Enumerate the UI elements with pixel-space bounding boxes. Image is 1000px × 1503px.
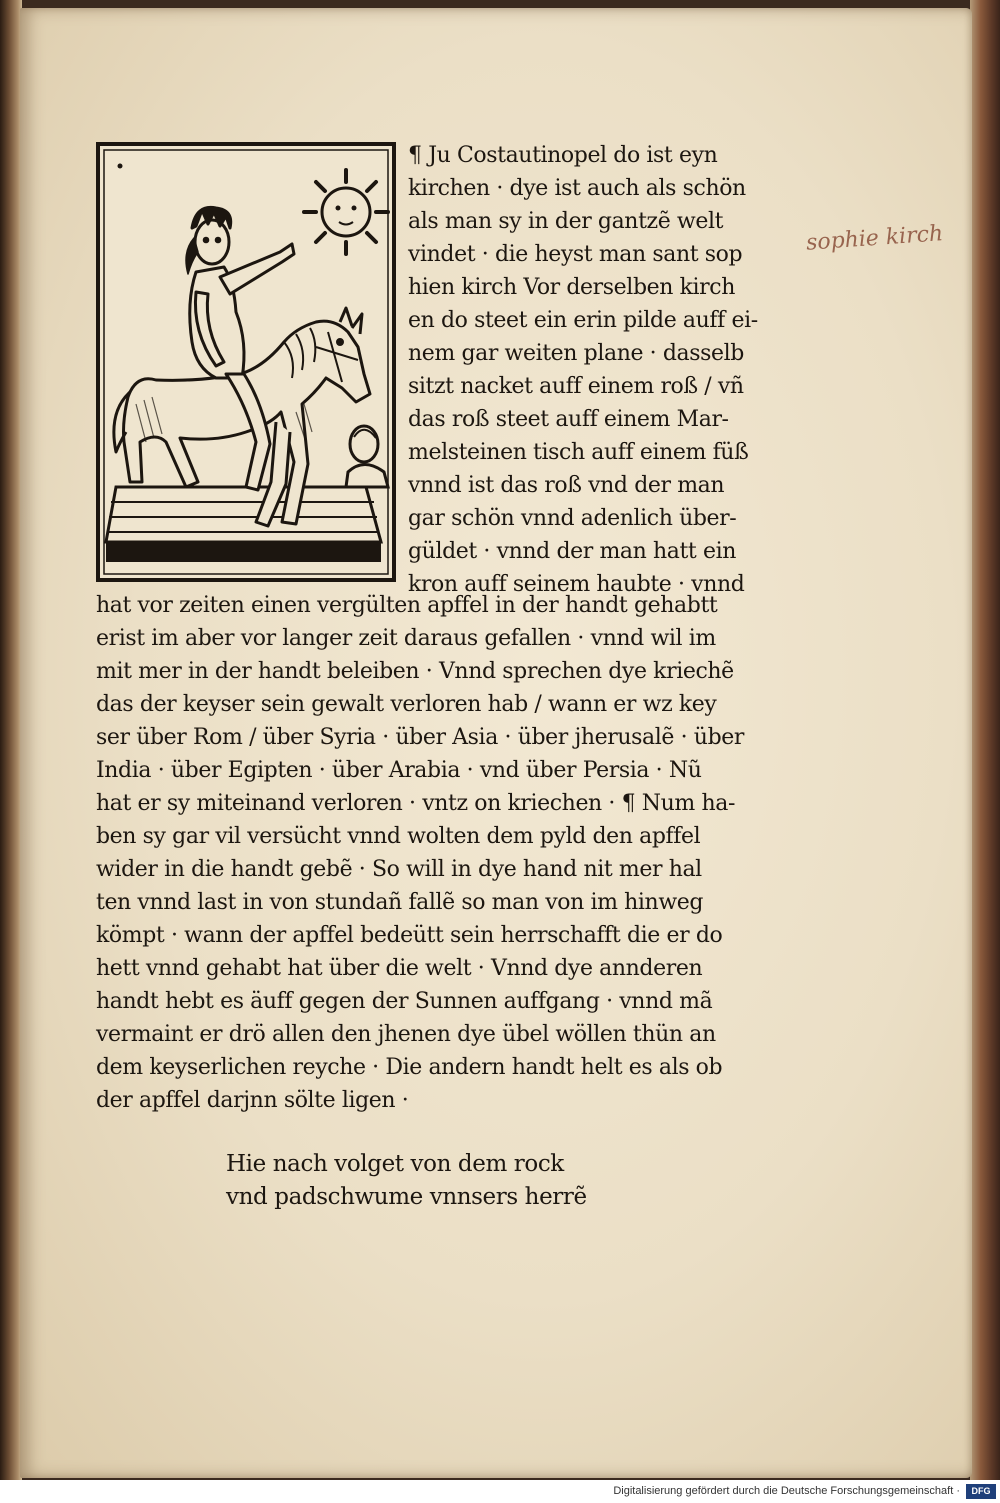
dfg-logo: DFG (966, 1484, 996, 1499)
text-line: der apffel darjnn sölte ligen · (96, 1088, 409, 1113)
text-line: vnnd ist das roß vnd der man (408, 473, 725, 498)
text-line: hat vor zeiten einen vergülten apffel in der handt gehabtt (96, 593, 718, 618)
heading-line: vnd padschwume vnnsers herrẽ (226, 1184, 587, 1210)
text-beside-woodcut (408, 139, 758, 601)
text-line: en do steet ein erin pilde auff ei- (408, 308, 758, 333)
text-line: vindet · die heyst man sant sop (408, 242, 743, 267)
marginal-note: sophie kirch (805, 221, 944, 256)
book-cover-right-edge (970, 0, 1000, 1480)
text-line: hett vnnd gehabt hat über die welt · Vnnd dye annderen (96, 956, 703, 981)
funding-text: Digitalisierung gefördert durch die Deutsche Forschungsgemeinschaft · (613, 1485, 960, 1497)
text-line: kirchen · dye ist auch als schön (408, 176, 746, 201)
text-line: wider in die handt gebẽ · So will in dye hand nit mer hal (96, 857, 702, 882)
text-line: mit mer in der handt beleiben · Vnnd sprechen dye kriechẽ (96, 659, 734, 684)
heading-line: Hie nach volget von dem rock (226, 1151, 564, 1177)
text-line: kron auff seinem haubte · vnnd (408, 572, 745, 597)
text-line: als man sy in der gantzẽ welt (408, 209, 724, 234)
text-line: melsteinen tisch auff einem füß (408, 440, 749, 465)
text-line: hat er sy miteinand verloren · vntz on kriechen · ¶ Num ha- (96, 791, 735, 816)
woodcut-illustration (96, 142, 396, 582)
text-line: hien kirch Vor derselben kirch (408, 275, 735, 300)
text-line: nem gar weiten plane · dasselb (408, 341, 744, 366)
text-line: güldet · vnnd der man hatt ein (408, 539, 736, 564)
text-line: dem keyserlichen reyche · Die andern handt helt es als ob (96, 1055, 723, 1080)
text-line: ben sy gar vil versücht vnnd wolten dem pyld den apffel (96, 824, 701, 849)
text-line: ser über Rom / über Syria · über Asia · über jherusalẽ · über (96, 725, 744, 750)
text-line: handt hebt es äuff gegen der Sunnen auffgang · vnnd mã (96, 989, 713, 1014)
section-heading (226, 1148, 587, 1214)
digitization-footer (0, 1480, 1000, 1503)
binding-left-edge (0, 0, 22, 1503)
text-line: sitzt nacket auff einem roß / vñ (408, 374, 744, 399)
text-line: India · über Egipten · über Arabia · vnd über Persia · Nũ (96, 758, 702, 783)
text-line: ¶ Ju Costautinopel do ist eyn (408, 143, 718, 168)
marble-table (106, 487, 381, 562)
text-line: das der keyser sein gewalt verloren hab / wann er wz key (96, 692, 717, 717)
text-line: das roß steet auff einem Mar- (408, 407, 729, 432)
sun-icon (304, 170, 388, 254)
text-line: gar schön vnnd adenlich über- (408, 506, 737, 531)
text-full-width (96, 589, 744, 1117)
text-line: erist im aber vor langer zeit daraus gefallen · vnnd wil im (96, 626, 716, 651)
text-line: vermaint er drö allen den jhenen dye übel wöllen thün an (96, 1022, 716, 1047)
text-line: ten vnnd last in von stundañ fallẽ so man von im hinweg (96, 890, 704, 915)
text-line: kömpt · wann der apffel bedeütt sein herrschafft die er do (96, 923, 723, 948)
